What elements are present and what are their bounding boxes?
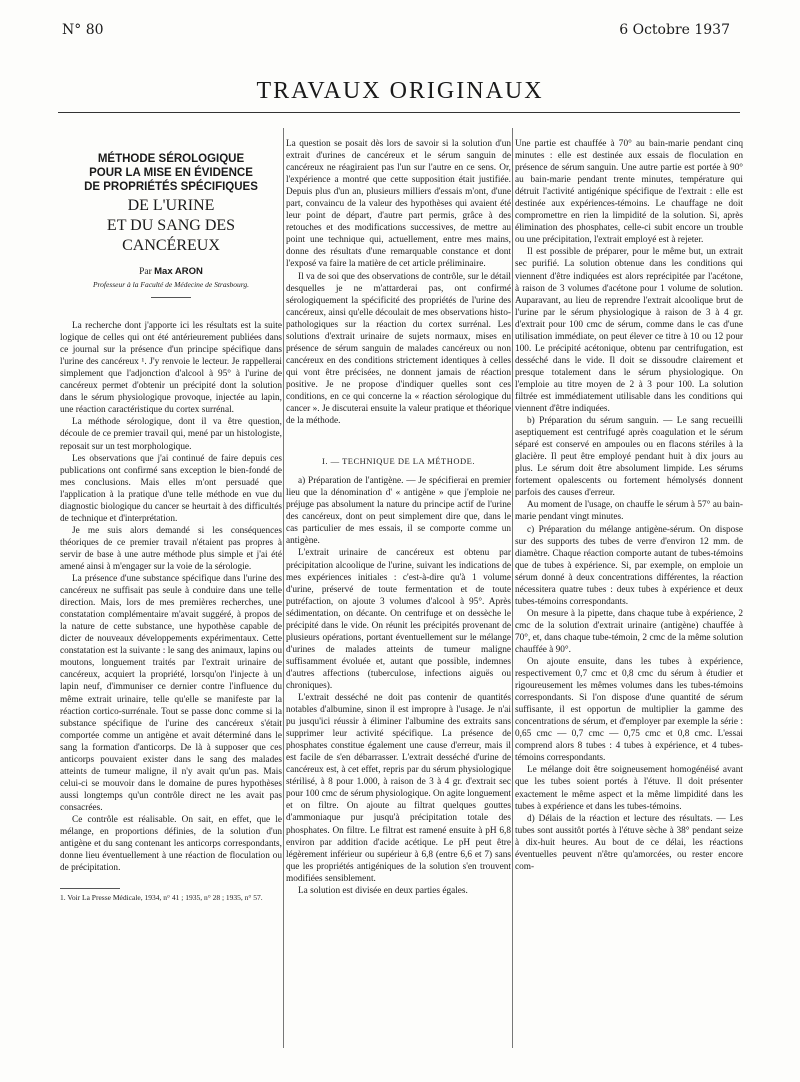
paragraph: Il est possible de préparer, pour le même but, un extrait sec purifié. La solution obtenue dans les conditions qui viennent d'être indiquées est alors reprécipitée par l'acétone, à raison de 3 volumes d'acétone pour 1 volume de solution. Auparavant, au lieu de reprendre l'extrait alcoolique brut de l'urine par le sérum physiologique à raison de 3 à 4 gr. d'extrait pour 100 cmc de sérum, comme dans le cas d'une utilisation immédiate, on peut élever ce titre à 10 ou 12 pour 100. Le précipité acétonique, obtenu par centrifugation, est desséché dans le vide. Il doit se dissoudre clairement et presque totalement dans le sérum physiologique. On l'emploie au titre moyen de 2 à 3 pour 100. La solution filtrée est immédiatement utilisable dans les conditions qui viennent d'être indiquées. <box>515 247 743 415</box>
article-title-large <box>60 196 282 256</box>
paragraph: L'extrait urinaire de cancéreux est obtenu par précipitation alcoolique de l'urine, suivant les indications de mes expériences initiales : c'est-à-dire qu'à 1 volume d'urine, préservé de toute fermentation et de toute putréfaction, on ajoute 3 volumes d'alcool à 95°. Après sédimentation, on décante. On centrifuge et on dessèche le précipité dans le vide. On réunit les précipités provenant de plusieurs opérations, portant éventuellement sur le mélange d'urines de malades atteints de tumeur maligne suffisamment évoluée et, autant que possible, indemnes d'autres affections (tuberculose, infections aiguës ou chroniques). <box>286 548 511 691</box>
footnote-divider <box>60 888 120 889</box>
paragraph: Ce contrôle est réalisable. On sait, en effet, que le mélange, en proportions définies, de la solution d'un antigène et du sang contenant les anticorps correspondants, donne lieu éventuellement à une réaction de floculation ou de précipitation. <box>60 814 282 874</box>
paragraph: La méthode sérologique, dont il va être question, découle de ce premier travail qui, mené par un histologiste, reposait sur un test morphologique. <box>60 417 282 452</box>
article-title <box>60 152 282 194</box>
article-title-line: POUR LA MISE EN ÉVIDENCE <box>89 167 253 179</box>
paragraph: d) Délais de la réaction et lecture des résultats. — Les tubes sont aussitôt portés à l'étuve sèche à 38° pendant seize à dix-huit heures. Au bout de ce délai, les réactions éventuelles peuvent n'être qu'amorcées, ou rester encore com- <box>515 813 743 872</box>
section-heading: I. — TECHNIQUE DE LA MÉTHODE. <box>322 456 475 467</box>
footnote: 1. Voir La Presse Médicale, 1934, n° 41 ; 1935, n° 28 ; 1935, n° 57. <box>60 893 263 903</box>
author-affiliation: Professeur à la Faculté de Médecine de Strasbourg. <box>92 280 250 290</box>
article-title-line: DE L'URINE <box>127 197 215 214</box>
paragraph: L'extrait desséché ne doit pas contenir de quantités notables d'albumine, sinon il est impropre à l'usage. Je n'ai pu jusqu'ici réussir à éliminer l'albumine des extraits sans supprimer leur activité spécifique. La présence de phosphates constitue également une cause d'erreur, mais il est facile de s'en débarrasser. L'extrait desséché d'urine de cancéreux est, à cet effet, repris par du sérum physiologique stérilisé, à 8 pour 1.000, à raison de 3 à 4 gr. d'extrait sec pour 100 cmc de sérum physiologique. On agite longuement et on filtre. On ajoute au filtrat quelques gouttes d'ammoniaque pur jusqu'à précipitation totale des phosphates. On filtre. Le filtrat est ramené ensuite à pH 6,8 environ par addition d'acide acétique. Le pH peut être légèrement inférieur ou supérieur à 6,8 (entre 6,6 et 7) sans que les propriétés antigéniques de la solution s'en trouvent modifiées sensiblement. <box>286 693 511 884</box>
article-title-line: ET DU SANG DES CANCÉREUX <box>106 217 236 254</box>
paragraph: c) Préparation du mélange antigène-sérum. On dispose sur des supports des tubes de verre d'environ 12 mm. de diamètre. Chaque réaction comporte autant de tubes-témoins que de tubes à expérience. Si, par exemple, on emploie un sérum donné à deux concentrations différentes, la réaction nécessitera quatre tubes : deux tubes à expérience et deux tubes-témoins correspondants. <box>515 524 743 607</box>
column-2 <box>286 138 511 1038</box>
paragraph: La solution est divisée en deux parties égales. <box>298 885 468 896</box>
paragraph: Une partie est chauffée à 70° au bain-marie pendant cinq minutes : elle est destinée aux essais de floculation en présence de sérum sanguin. Une autre partie est portée à 90° au bain-marie pendant trente minutes, température qui détruit l'activité antigénique spécifique de l'extrait : elle est destinée aux expériences-témoins. Le chauffage ne doit compromettre en rien la limpidité de la solution. Si, après élimination des phosphates, celle-ci subit encore un trouble ou une précipitation, l'extrait employé est à rejeter. <box>515 139 743 246</box>
paragraph: La question se posait dès lors de savoir si la solution d'un extrait d'urines de cancéreux et le sérum sanguin de cancéreux ne réagiraient pas l'un sur l'autre en ce sens. Or, l'expérience a montré que cette supposition était justifiée. Depuis plus d'un an, plusieurs milliers d'essais m'ont, d'une part, convaincu de la valeur des hypothèses qui avaient été leur point de départ, d'autre part permis, grâce à des retouches et des modifications successives, de mettre au point une technique qui, actuellement, entre mes mains, donne des résultats d'une remarquable constance et dont l'exposé va faire la matière de cet article préliminaire. <box>286 139 511 270</box>
paragraph: a) Préparation de l'antigène. — Je spécifierai en premier lieu que la dénomination d' « antigène » que j'emploie ne préjuge pas absolument la nature du principe actif de l'urine des cancéreux, dont on peut simplement dire que, dans le cas particulier de mes essais, il se comporte comme un antigène. <box>286 476 511 547</box>
column-1 <box>60 138 282 1038</box>
issue-number: N° 80 <box>62 22 104 38</box>
title-divider <box>58 112 740 113</box>
column-3 <box>515 138 743 1038</box>
title-separator <box>151 297 191 298</box>
author-name: Max ARON <box>154 266 203 277</box>
byline <box>60 266 282 278</box>
column-divider <box>283 128 284 1048</box>
article-title-line: DE PROPRIÉTÉS SPÉCIFIQUES <box>84 181 258 193</box>
paragraph: La recherche dont j'apporte ici les résultats est la suite logique de celles qui ont été antérieurement publiées dans ce journal sur la présence d'un principe spécifique dans l'urine des cancéreux ¹. J'y renvoie le lecteur. Je rappellerai simplement que l'adjonction d'alcool à 95° à l'urine de cancéreux permet d'obtenir un précipité dont la solution dans le sérum physiologique provoque, injectée au lapin, une réaction caractéristique du cortex surrénal. <box>60 321 282 416</box>
paragraph: b) Préparation du sérum sanguin. — Le sang recueilli aseptiquement est centrifugé après coagulation et le sérum séparé est conservé en ampoules ou en flacons stériles à la glacière. Il peut être employé pendant huit à dix jours au plus. Le sérum doit être absolument limpide. Les sérums fortement opalescents ou fortement hémolysés donnent parfois des causes d'erreur. <box>515 416 743 499</box>
paragraph: Les observations que j'ai continué de faire depuis ces publications ont confirmé sans exception le bien-fondé de mes conclusions. Mais elles m'ont persuadé que l'application à la pratique d'une telle méthode en vue du diagnostic biologique du cancer se heurtait à des difficultés de technique et d'interprétation. <box>60 453 282 524</box>
paragraph: Au moment de l'usage, on chauffe le sérum à 57° au bain-marie pendant vingt minutes. <box>515 500 743 523</box>
issue-date: 6 Octobre 1937 <box>619 22 730 38</box>
paragraph: On mesure à la pipette, dans chaque tube à expérience, 2 cmc de la solution d'extrait urinaire (antigène) chauffée à 70°, et, dans chaque tube-témoin, 2 cmc de la même solution chauffée à 90°. <box>515 608 743 655</box>
article-title-line: MÉTHODE SÉROLOGIQUE <box>97 153 245 165</box>
paragraph: Il va de soi que des observations de contrôle, sur le détail desquelles je ne m'attarderai pas, ont confirmé sérologiquement la spécificité des propriétés de l'urine des cancéreux, ainsi qu'elle découlait de mes observations histo-pathologiques sur la réaction du cortex surrénal. Les solutions d'extrait urinaire de sujets normaux, mises en présence de sérum sanguin de malades cancéreux ou non cancéreux en des conditions strictement identiques à celles qui vont être précisées, ne donnent jamais de réaction positive. Je ne propose d'indiquer quelles sont ces conditions, en ce qui concerne la « réaction sérologique du cancer ». Je discuterai ensuite la valeur pratique et théorique de la méthode. <box>286 271 511 427</box>
byline-prefix: Par <box>139 267 152 277</box>
column-divider <box>512 128 513 1048</box>
page-title: TRAVAUX ORIGINAUX <box>256 78 544 104</box>
paragraph: Je me suis alors demandé si les conséquences théoriques de ce premier travail n'étaient pas propres à servir de base à une autre méthode plus simple et j'ai été amené ainsi à m'engager sur la voie de la sérologie. <box>60 525 282 572</box>
paragraph: Le mélange doit être soigneusement homogénéisé avant que les tubes soient portés à l'étuve. Il doit présenter exactement le même aspect et la même limpidité dans les tubes à expérience et dans les tubes-témoins. <box>515 765 743 812</box>
paragraph: On ajoute ensuite, dans les tubes à expérience, respectivement 0,7 cmc et 0,8 cmc du sérum à étudier et rigoureusement les mêmes volumes dans les tubes-témoins correspondants. Si l'on dispose d'une quantité de sérum suffisante, il est opportun de multiplier la gamme des concentrations de sérum, et d'employer par exemple la série : 0,65 cmc — 0,7 cmc — 0,75 cmc et 0,8 cmc. L'essai comprend alors 8 tubes : 4 tubes à expérience, et 4 tubes-témoins correspondants. <box>515 657 743 764</box>
paragraph: La présence d'une substance spécifique dans l'urine des cancéreux ne suffisait pas seule à conduire dans une telle direction. Mais, lors de mes premières recherches, une constatation complémentaire m'avait suggéré, à propos de la nature de cette substance, une hypothèse capable de dicter de nouveaux développements expérimentaux. Cette constatation est la suivante : le sang des animaux, lapins ou moutons, longuement traités par l'extrait urinaire de cancéreux, acquiert la propriété, lorsqu'on l'injecte à un lapin neuf, d'immuniser ce dernier contre l'influence du même extrait urinaire, telle qu'elle se manifeste par la réaction cortico-surrénale. Tout se passe donc comme si la substance spécifique de l'urine des cancéreux s'était comportée comme un antigène et avait déterminé dans le sang la formation d'anticorps. De là à supposer que ces anticorps pouvaient exister dans le sang des malades atteints de tumeur maligne, il n'y avait qu'un pas. Mais celui-ci se mouvoir dans le domaine de pures hypothèses aussi longtemps qu'un contrôle direct ne les avait pas consacrées. <box>60 574 282 813</box>
